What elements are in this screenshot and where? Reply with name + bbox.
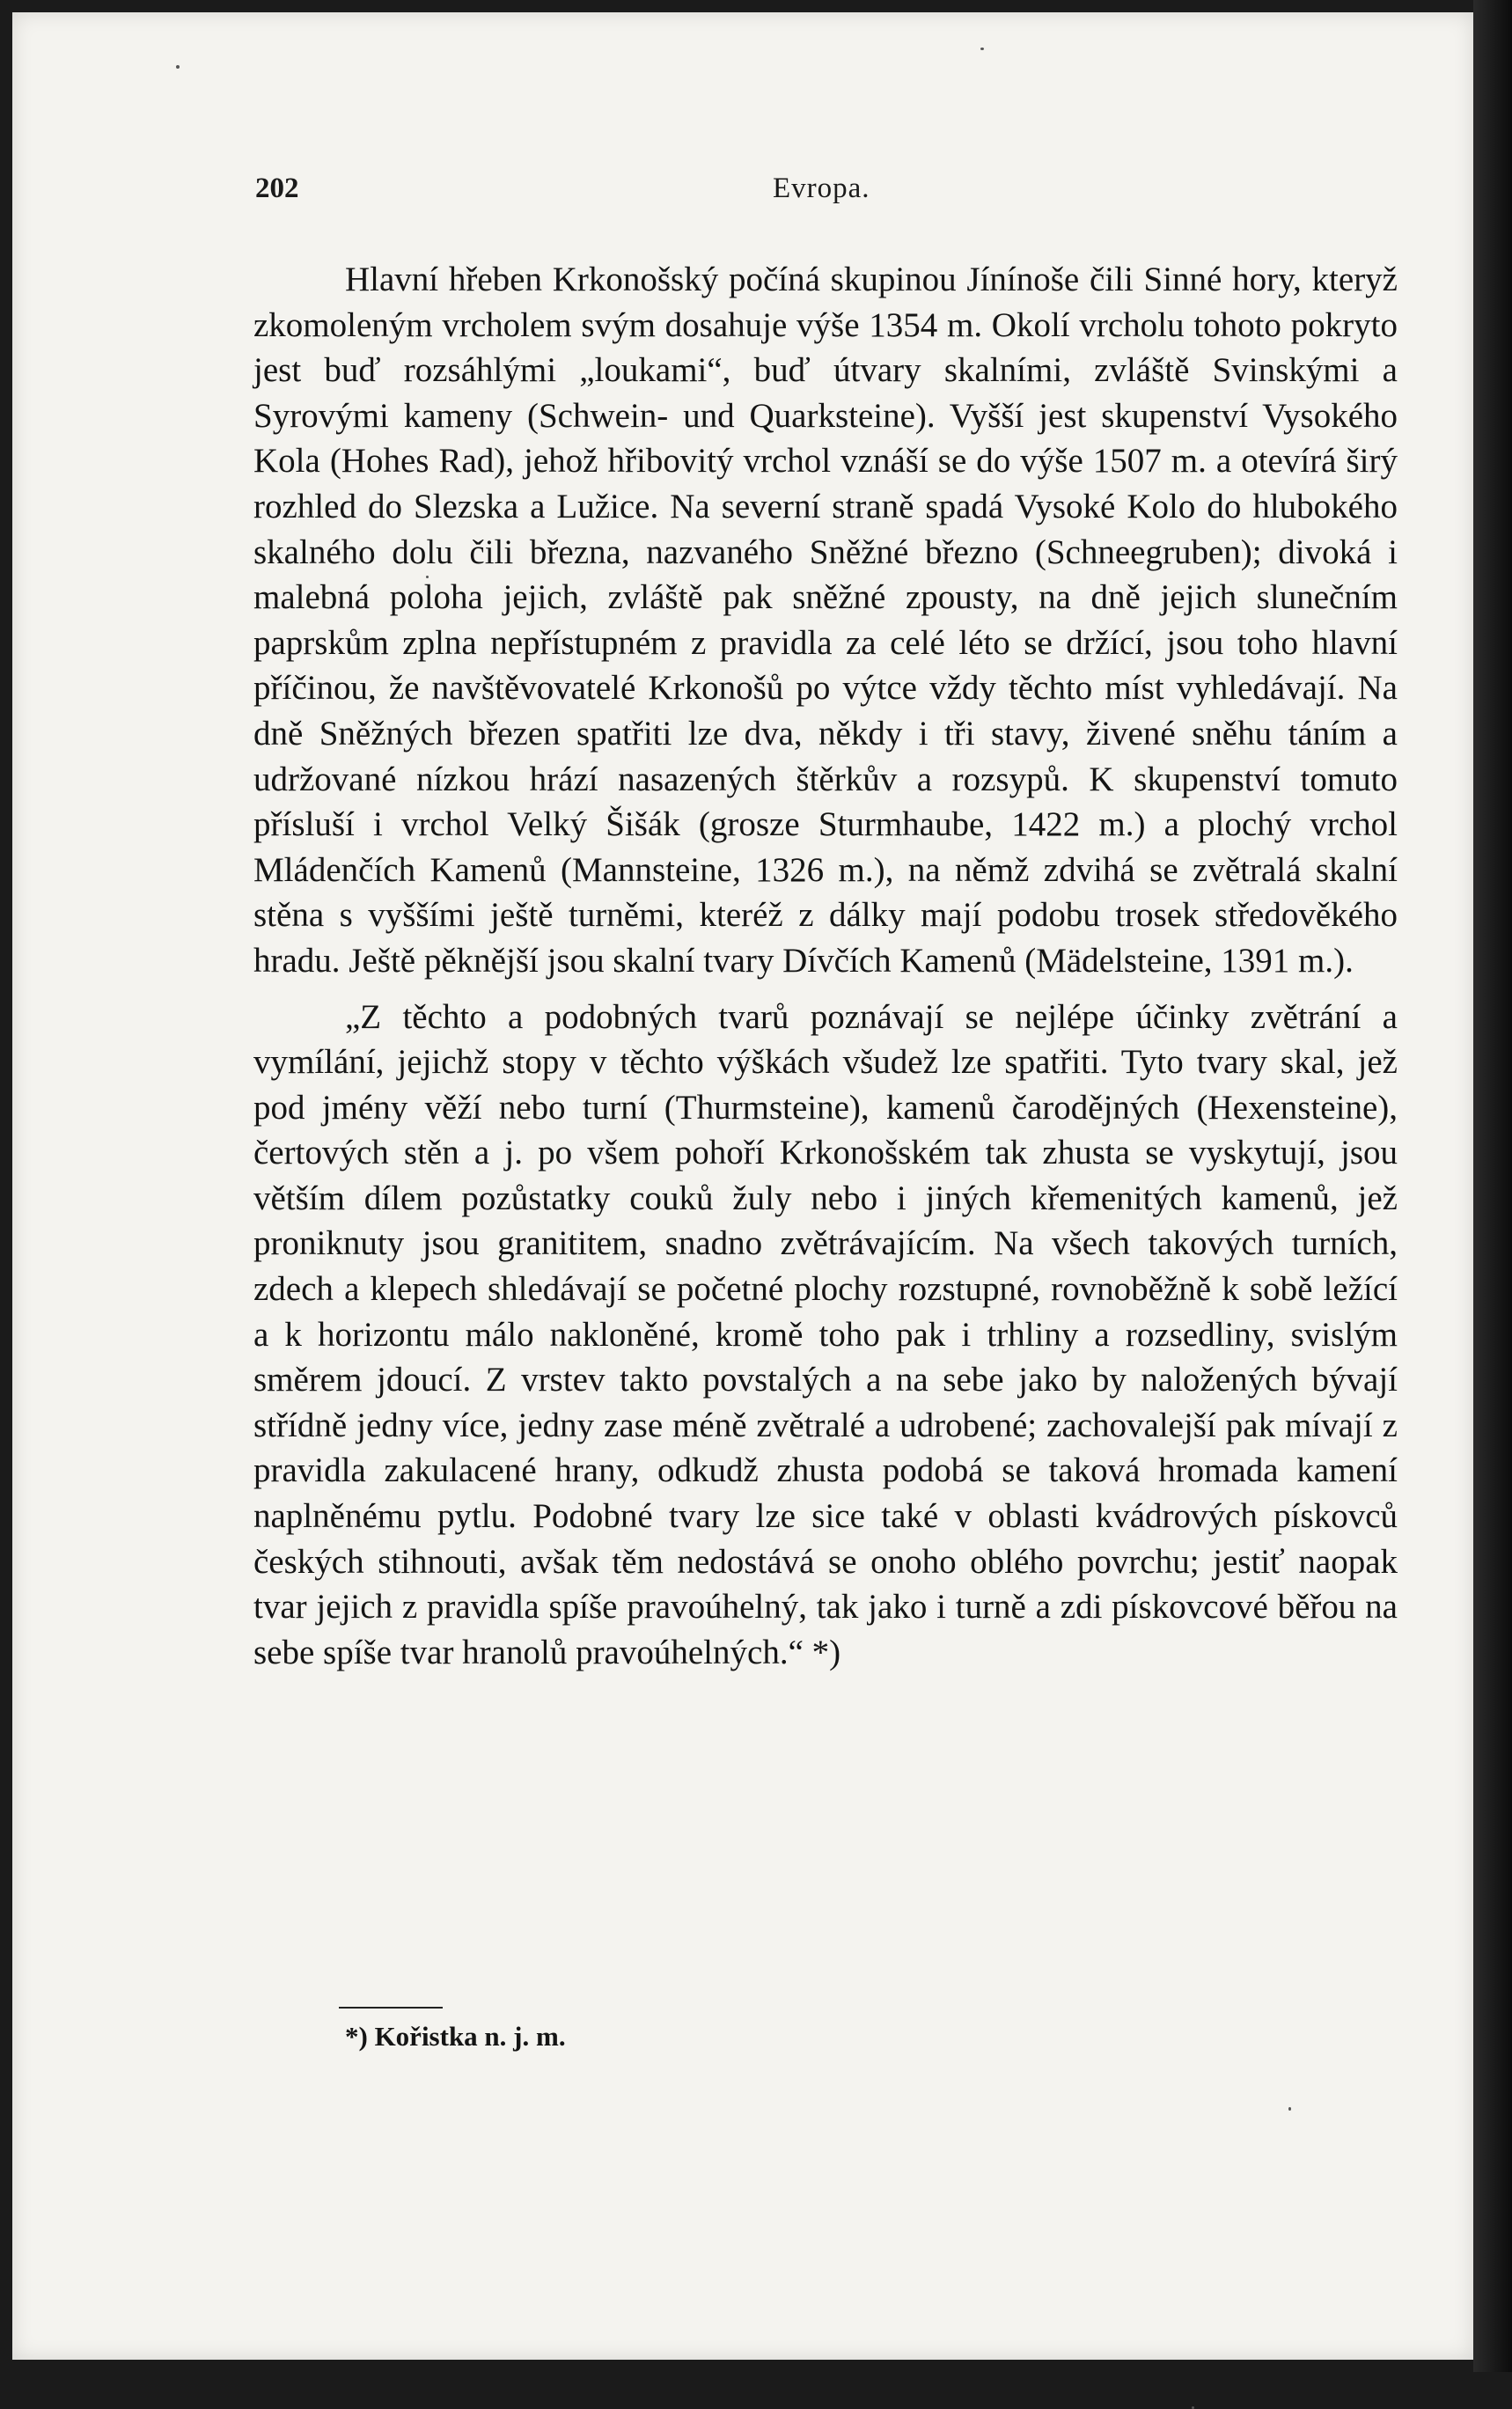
paragraph-weathering-quote: „Z těchto a podobných tvarů poznávají se nejlépe účinky zvětrání a vymílání, jejichž stopy v těchto výškách všudež lze spatřiti. Tyto tvary skal, jež pod jmény věží nebo turní (Thurmsteine), kamenů čarodějných (Hexensteine), čertových stěn a j. po všem pohoří Krkonošském tak zhusta se vyskytují, jsou větším dílem pozůstatky couků žuly nebo i jiných křemenitých kamenů, jež proniknuty jsou granititem, snadno zvětrávajícím. Na všech takových turních, zdech a klepech shledávají se početné plochy rozstupné, rovnoběžně k sobě ležící a k horizontu málo nakloněné, kromě toho pak i trhliny a rozsedliny, svislým směrem jdoucí. Z vrstev takto povstalých a na sebe jako by naložených bývají střídně jedny více, jedny zase méně zvětralé a udrobené; zachovalejší pak mívají z pravidla zakulacené hrany, odkudž zhusta podobá se taková hromada kamení naplněnému pytlu. Podobné tvary lze sice také v oblasti kvádrových pískovců českých stihnouti, avšak těm nedostává se onoho oblého povrchu; jestiť naopak tvar jejich z pravidla spíše pravoúhelný, tak jako i turně a zdi pískovcové běřou na sebe spíše tvar hranolů pravoúhelných.“ *) bbox=[253, 997, 1398, 1671]
paper-speck bbox=[176, 65, 180, 69]
body-text bbox=[253, 257, 1398, 1675]
paragraph-krkonose-ridge: Hlavní hřeben Krkonošský počíná skupinou Jínínoše čili Sinné hory, kteryž zkomoleným vrcholem svým dosahuje výše 1354 m. Okolí vrcholu tohoto pokryto jest buď rozsáhlými „loukami“, buď útvary skalními, zvláště Svinskými a Syrovými kameny (Schwein- und Quarksteine). Vyšší jest skupenství Vysokého Kola (Hohes Rad), jehož hřibovitý vrchol vznáší se do výše 1507 m. a otevírá širý rozhled do Slezska a Lužice. Na severní straně spadá Vysoké Kolo do hlubokého skalného dolu čili března, nazvaného Sněžné březno (Schneegruben); divoká i malebná poloha jejich, zvláště pak sněžné zpousty, na dně jejich slunečním paprskům zplna nepřístupném z pravidla za celé léto se držící, jsou toho hlavní příčinou, že navštěvovatelé Krkonošů po výtce vždy těchto míst vyhledávají. Na dně Sněžných březen spatřiti lze dva, někdy i tři stavy, živené sněhu táním a udržované nízkou hrází nasazených štěrkův a rozsypů. K skupenství tomuto přísluší i vrchol Velký Šišák (grosze Sturmhaube, 1422 m.) a plochý vrchol Mládenčích Kamenů (Mannsteine, 1326 m.), na němž zdvihá se zvětralá skalní stěna s vyššími ještě turněmi, kteréž z dálky mají podobu trosek středověkého hradu. Ještě pěknější jsou skalní tvary Dívčích Kamenů (Mädelsteine, 1391 m.). bbox=[253, 261, 1398, 980]
book-edge bbox=[1473, 0, 1512, 2372]
paper-speck bbox=[980, 48, 984, 50]
footnote: *) Kořistka n. j. m. bbox=[345, 2021, 566, 2052]
footnote-divider bbox=[339, 2007, 443, 2009]
paper-speck bbox=[1288, 2107, 1291, 2111]
page-number: 202 bbox=[255, 173, 299, 204]
page-header bbox=[255, 173, 1391, 217]
running-title: Evropa. bbox=[773, 173, 870, 204]
